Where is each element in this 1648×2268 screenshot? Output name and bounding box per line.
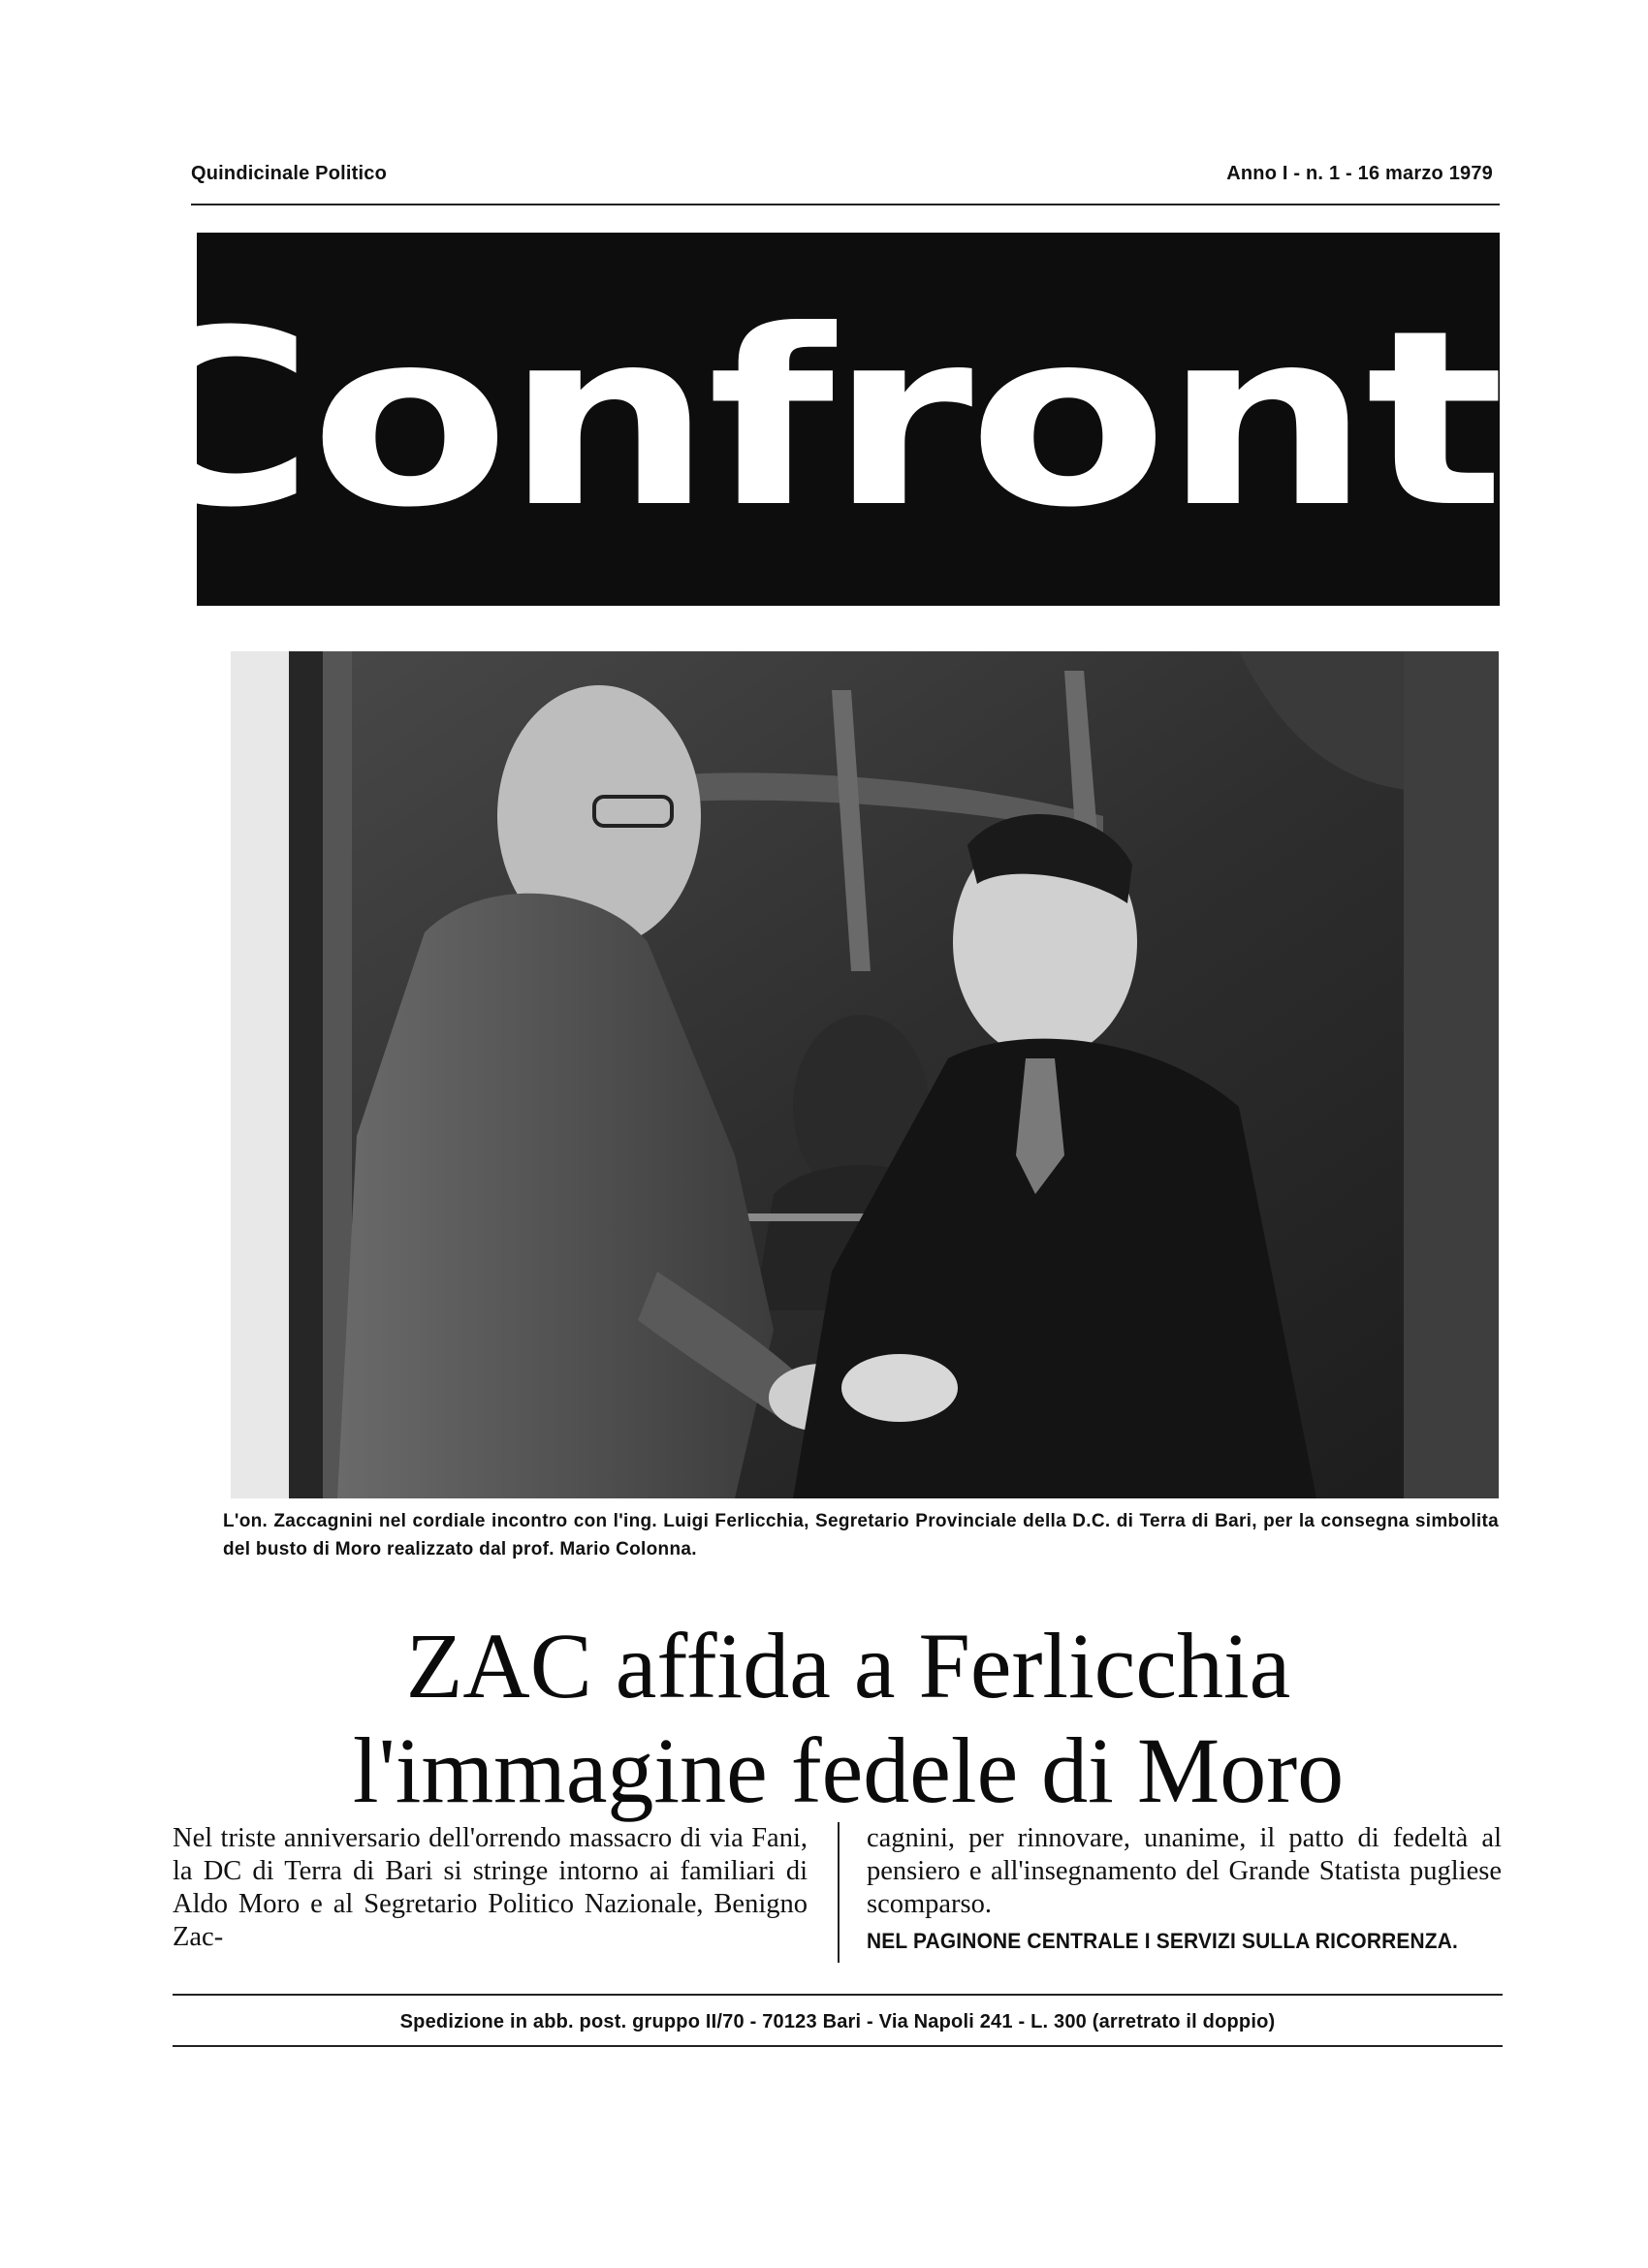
headline <box>194 1614 1503 1823</box>
inside-refer: NEL PAGINONE CENTRALE I SERVIZI SULLA RICORRENZA. <box>867 1929 1459 1953</box>
article-text-right: cagnini, per rinnovare, unanime, il patto di fedeltà al pensiero e all'insegnamento del Grande Statista pugliese scomparso. <box>867 1823 1502 1919</box>
top-rule <box>191 204 1500 205</box>
front-photo <box>231 651 1499 1498</box>
photo-caption: L'on. Zaccagnini nel cordiale incontro con l'ing. Luigi Ferlicchia, Segretario Provinciale della D.C. di Terra di Bari, per la consegna simbolita del busto di Moro realizzato dal prof. Mario Colonna. <box>223 1511 1499 1559</box>
column-divider <box>838 1822 840 1963</box>
footer-postal-info: Spedizione in abb. post. gruppo II/70 - 70123 Bari - Via Napoli 241 - L. 300 (arretrato il doppio) <box>399 2011 1276 2032</box>
footer-rule-bottom <box>173 2045 1503 2047</box>
masthead-title: Confronti <box>101 277 1596 560</box>
footer-rule-top <box>173 1994 1503 1996</box>
masthead <box>101 233 1596 606</box>
article-text-left: Nel triste anniversario dell'orrendo massacro di via Fani, la DC di Terra di Bari si stringe intorno ai familiari di Aldo Moro e al Segretario Politico Nazionale, Benigno Zac- <box>173 1823 808 1952</box>
headline-line-2: l'immagine fedele di Moro <box>352 1718 1345 1822</box>
issue-info: Anno I - n. 1 - 16 marzo 1979 <box>1226 163 1493 184</box>
article-column-left <box>173 1822 808 1954</box>
article-column-right <box>867 1822 1502 1958</box>
periodicity-label: Quindicinale Politico <box>191 163 388 184</box>
headline-line-1: ZAC affida a Ferlicchia <box>405 1614 1291 1717</box>
photo-illustration <box>231 651 1499 1498</box>
